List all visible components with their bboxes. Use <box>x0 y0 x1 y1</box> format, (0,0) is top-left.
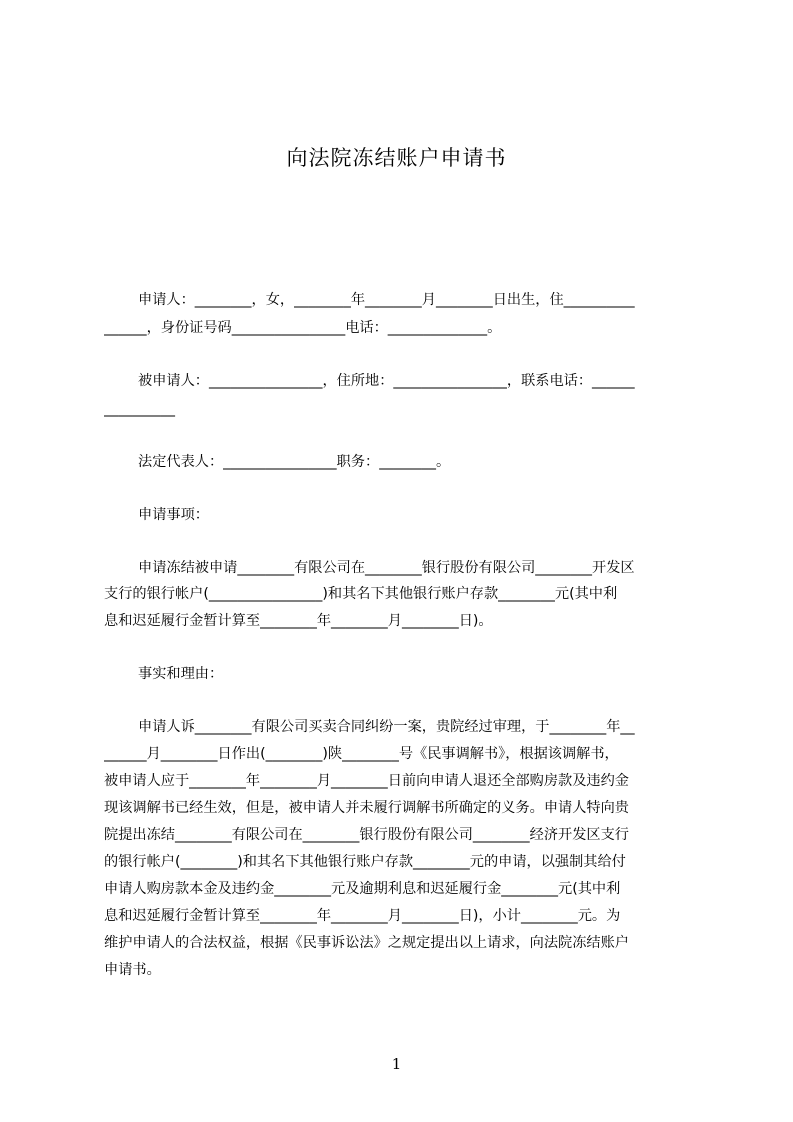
facts-line-2: ______月________日作出(________)陕________号《民事调解书》，根据该调解书， <box>104 746 619 762</box>
legal-rep-line: 法定代表人：________________职务：________。 <box>138 454 451 470</box>
respondent-line-2: __________ <box>104 401 175 417</box>
facts-line-1: 申请人诉________有限公司买卖合同纠纷一案，贵院经过审理，于________年__ <box>138 719 635 735</box>
document-title: 向法院冻结账户申请书 <box>286 146 507 170</box>
page-number: 1 <box>391 1055 402 1073</box>
request-heading: 申请事项： <box>138 507 209 523</box>
facts-line-9: 维护申请人的合法权益，根据《民事诉讼法》之规定提出以上请求，向法院冻结账户 <box>104 935 629 951</box>
request-line-3: 息和迟延履行金暂计算至________年________月________日)。 <box>104 613 493 629</box>
request-line-1: 申请冻结被申请________有限公司在________银行股份有限公司________开发区 <box>138 560 635 576</box>
facts-heading: 事实和理由： <box>138 666 224 682</box>
facts-line-8: 息和迟延履行金暂计算至________年________月________日)，小计________元。为 <box>104 908 621 924</box>
respondent-line-1: 被申请人：________________，住所地：________________，联系电话：______ <box>138 373 635 389</box>
facts-line-10: 申请书。 <box>104 962 161 978</box>
facts-line-4: 现该调解书已经生效，但是，被申请人并未履行调解书所确定的义务。申请人特向贵 <box>104 800 629 816</box>
applicant-line-2: ______，身份证号码________________电话：______________。 <box>104 320 502 336</box>
facts-line-5: 院提出冻结________有限公司在________银行股份有限公司________经济开发区支行 <box>104 827 629 843</box>
facts-line-7: 申请人购房款本金及违约金________元及逾期利息和迟延履行金________元(其中利 <box>104 881 621 897</box>
facts-line-6: 的银行帐户(________)和其名下其他银行账户存款________元的申请，以强制其给付 <box>104 854 626 870</box>
facts-line-3: 被申请人应于________年________月________日前向申请人退还全部购房款及违约金 <box>104 773 629 789</box>
applicant-line-1: 申请人：________，女，________年________月________日出生，住__________ <box>138 292 635 308</box>
request-line-2: 支行的银行帐户(________________)和其名下其他银行账户存款________元(其中利 <box>104 586 618 602</box>
